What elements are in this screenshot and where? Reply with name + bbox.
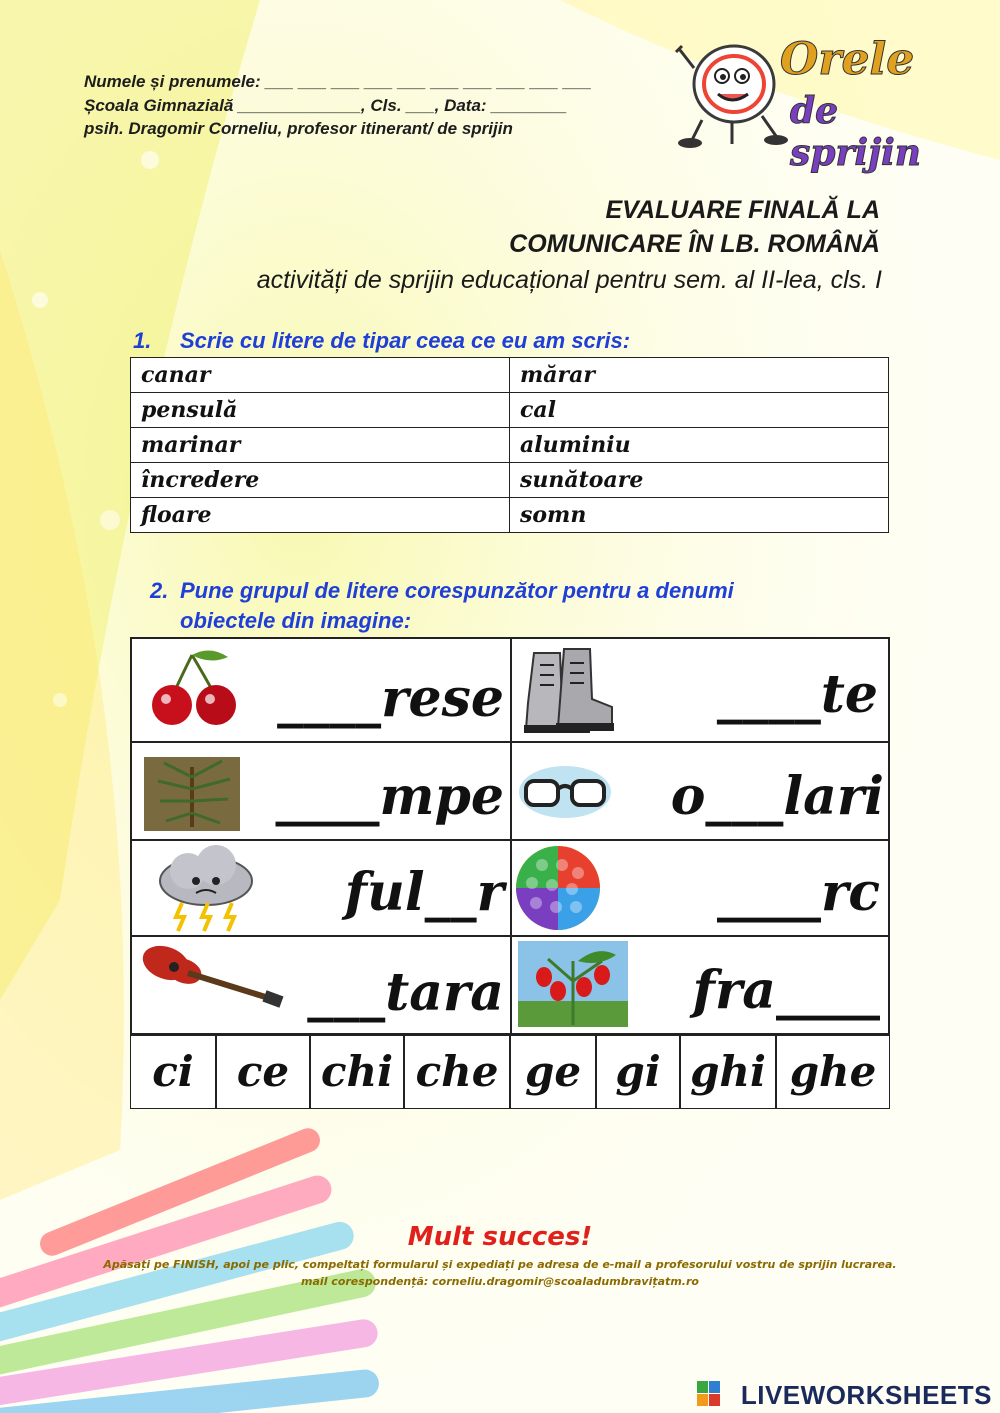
word-text: ____mpe xyxy=(275,766,504,827)
word-cell-glasses[interactable] xyxy=(511,742,889,840)
word-text: ____te xyxy=(716,664,878,725)
word-text: o___lari xyxy=(670,766,884,827)
table-cell[interactable]: mărar xyxy=(510,358,889,393)
word-cell-cherries[interactable] xyxy=(131,638,511,742)
word-cell-boots[interactable] xyxy=(511,638,889,742)
school-line: Școala Gimnazială _____________, Cls. ___, Data: ________ xyxy=(84,96,567,115)
glasses-icon xyxy=(518,761,612,823)
word-text: ____rc xyxy=(716,862,880,923)
name-line: Numele și prenumele: ___ ___ ___ ___ ___ ___ ___ ___ ___ ___ xyxy=(84,72,592,91)
letter-group-gi[interactable]: gi xyxy=(596,1035,680,1109)
table-cell[interactable]: marinar xyxy=(131,428,510,463)
table-row xyxy=(131,463,889,498)
guitar-icon xyxy=(138,941,284,1009)
footer-email: mail corespondență: corneliu.dragomir@scoaladumbravițatm.ro xyxy=(301,1275,699,1288)
letter-groups xyxy=(130,1035,890,1109)
storm-cloud-icon xyxy=(152,845,260,933)
word-cell-guitar[interactable] xyxy=(131,936,511,1034)
word-text: ful__r xyxy=(344,862,504,923)
title-line-1: EVALUARE FINALĂ LA xyxy=(605,196,880,224)
logo-text-orele: Orele xyxy=(780,34,915,85)
table-cell[interactable]: somn xyxy=(510,498,889,533)
question-1-table xyxy=(130,357,889,533)
cherries-icon xyxy=(144,645,242,731)
table-cell[interactable]: sunătoare xyxy=(510,463,889,498)
subtitle: activități de sprijin educațional pentru sem. al II-lea, cls. I xyxy=(256,266,882,294)
table-row xyxy=(131,498,889,533)
table-row xyxy=(131,428,889,463)
table-cell[interactable]: aluminiu xyxy=(510,428,889,463)
letter-group-ci[interactable]: ci xyxy=(130,1035,216,1109)
liveworksheets-brand: LIVEWORKSHEETS xyxy=(740,1380,992,1410)
author-line: psih. Dragomir Corneliu, profesor itinerant/ de sprijin xyxy=(84,119,513,138)
boots-icon xyxy=(514,645,614,737)
question-1-number: 1. xyxy=(133,328,152,353)
good-luck-message: Mult succes! xyxy=(407,1222,593,1252)
letter-group-ghe[interactable]: ghe xyxy=(776,1035,890,1109)
title-line-2: COMUNICARE ÎN LB. ROMÂNĂ xyxy=(509,230,880,258)
word-text: ___tara xyxy=(307,962,504,1023)
table-row xyxy=(131,393,889,428)
question-2-number: 2. xyxy=(150,578,169,603)
liveworksheets-logo-icon xyxy=(697,1381,721,1407)
letter-group-chi[interactable]: chi xyxy=(310,1035,404,1109)
table-cell[interactable]: pensulă xyxy=(131,393,510,428)
table-cell[interactable]: canar xyxy=(131,358,510,393)
word-cell-pine[interactable] xyxy=(131,742,511,840)
question-2-line-2: obiectele din imagine: xyxy=(180,608,412,633)
question-2-line-1: Pune grupul de litere corespunzător pentru a denumi xyxy=(180,578,734,603)
orele-de-sprijin-logo xyxy=(672,28,962,174)
letter-group-ce[interactable]: ce xyxy=(216,1035,310,1109)
word-cell-storm[interactable] xyxy=(131,840,511,936)
table-cell[interactable]: floare xyxy=(131,498,510,533)
word-text: ____rese xyxy=(277,668,504,729)
logo-text-de-sprijin: de sprijin xyxy=(790,90,921,174)
word-cell-strawberries[interactable] xyxy=(511,936,889,1034)
question-2-grid xyxy=(130,637,890,1035)
question-1-text: Scrie cu litere de tipar ceea ce eu am scris: xyxy=(180,328,631,353)
footer-instructions: Apăsați pe FINISH, apoi pe plic, compeltați formularul și expediați pe adresa de e-mail a profesorului vostru de sprijin lucrarea. xyxy=(103,1258,897,1271)
table-row xyxy=(131,358,889,393)
strawberries-icon xyxy=(518,941,628,1027)
letter-group-che[interactable]: che xyxy=(404,1035,510,1109)
letter-group-ghi[interactable]: ghi xyxy=(680,1035,776,1109)
word-cell-popit[interactable] xyxy=(511,840,889,936)
pine-branch-icon xyxy=(144,757,240,831)
letter-group-ge[interactable]: ge xyxy=(510,1035,596,1109)
word-text: fra____ xyxy=(692,960,880,1021)
pop-it-toy-icon xyxy=(512,845,604,931)
table-cell[interactable]: cal xyxy=(510,393,889,428)
table-cell[interactable]: încredere xyxy=(131,463,510,498)
